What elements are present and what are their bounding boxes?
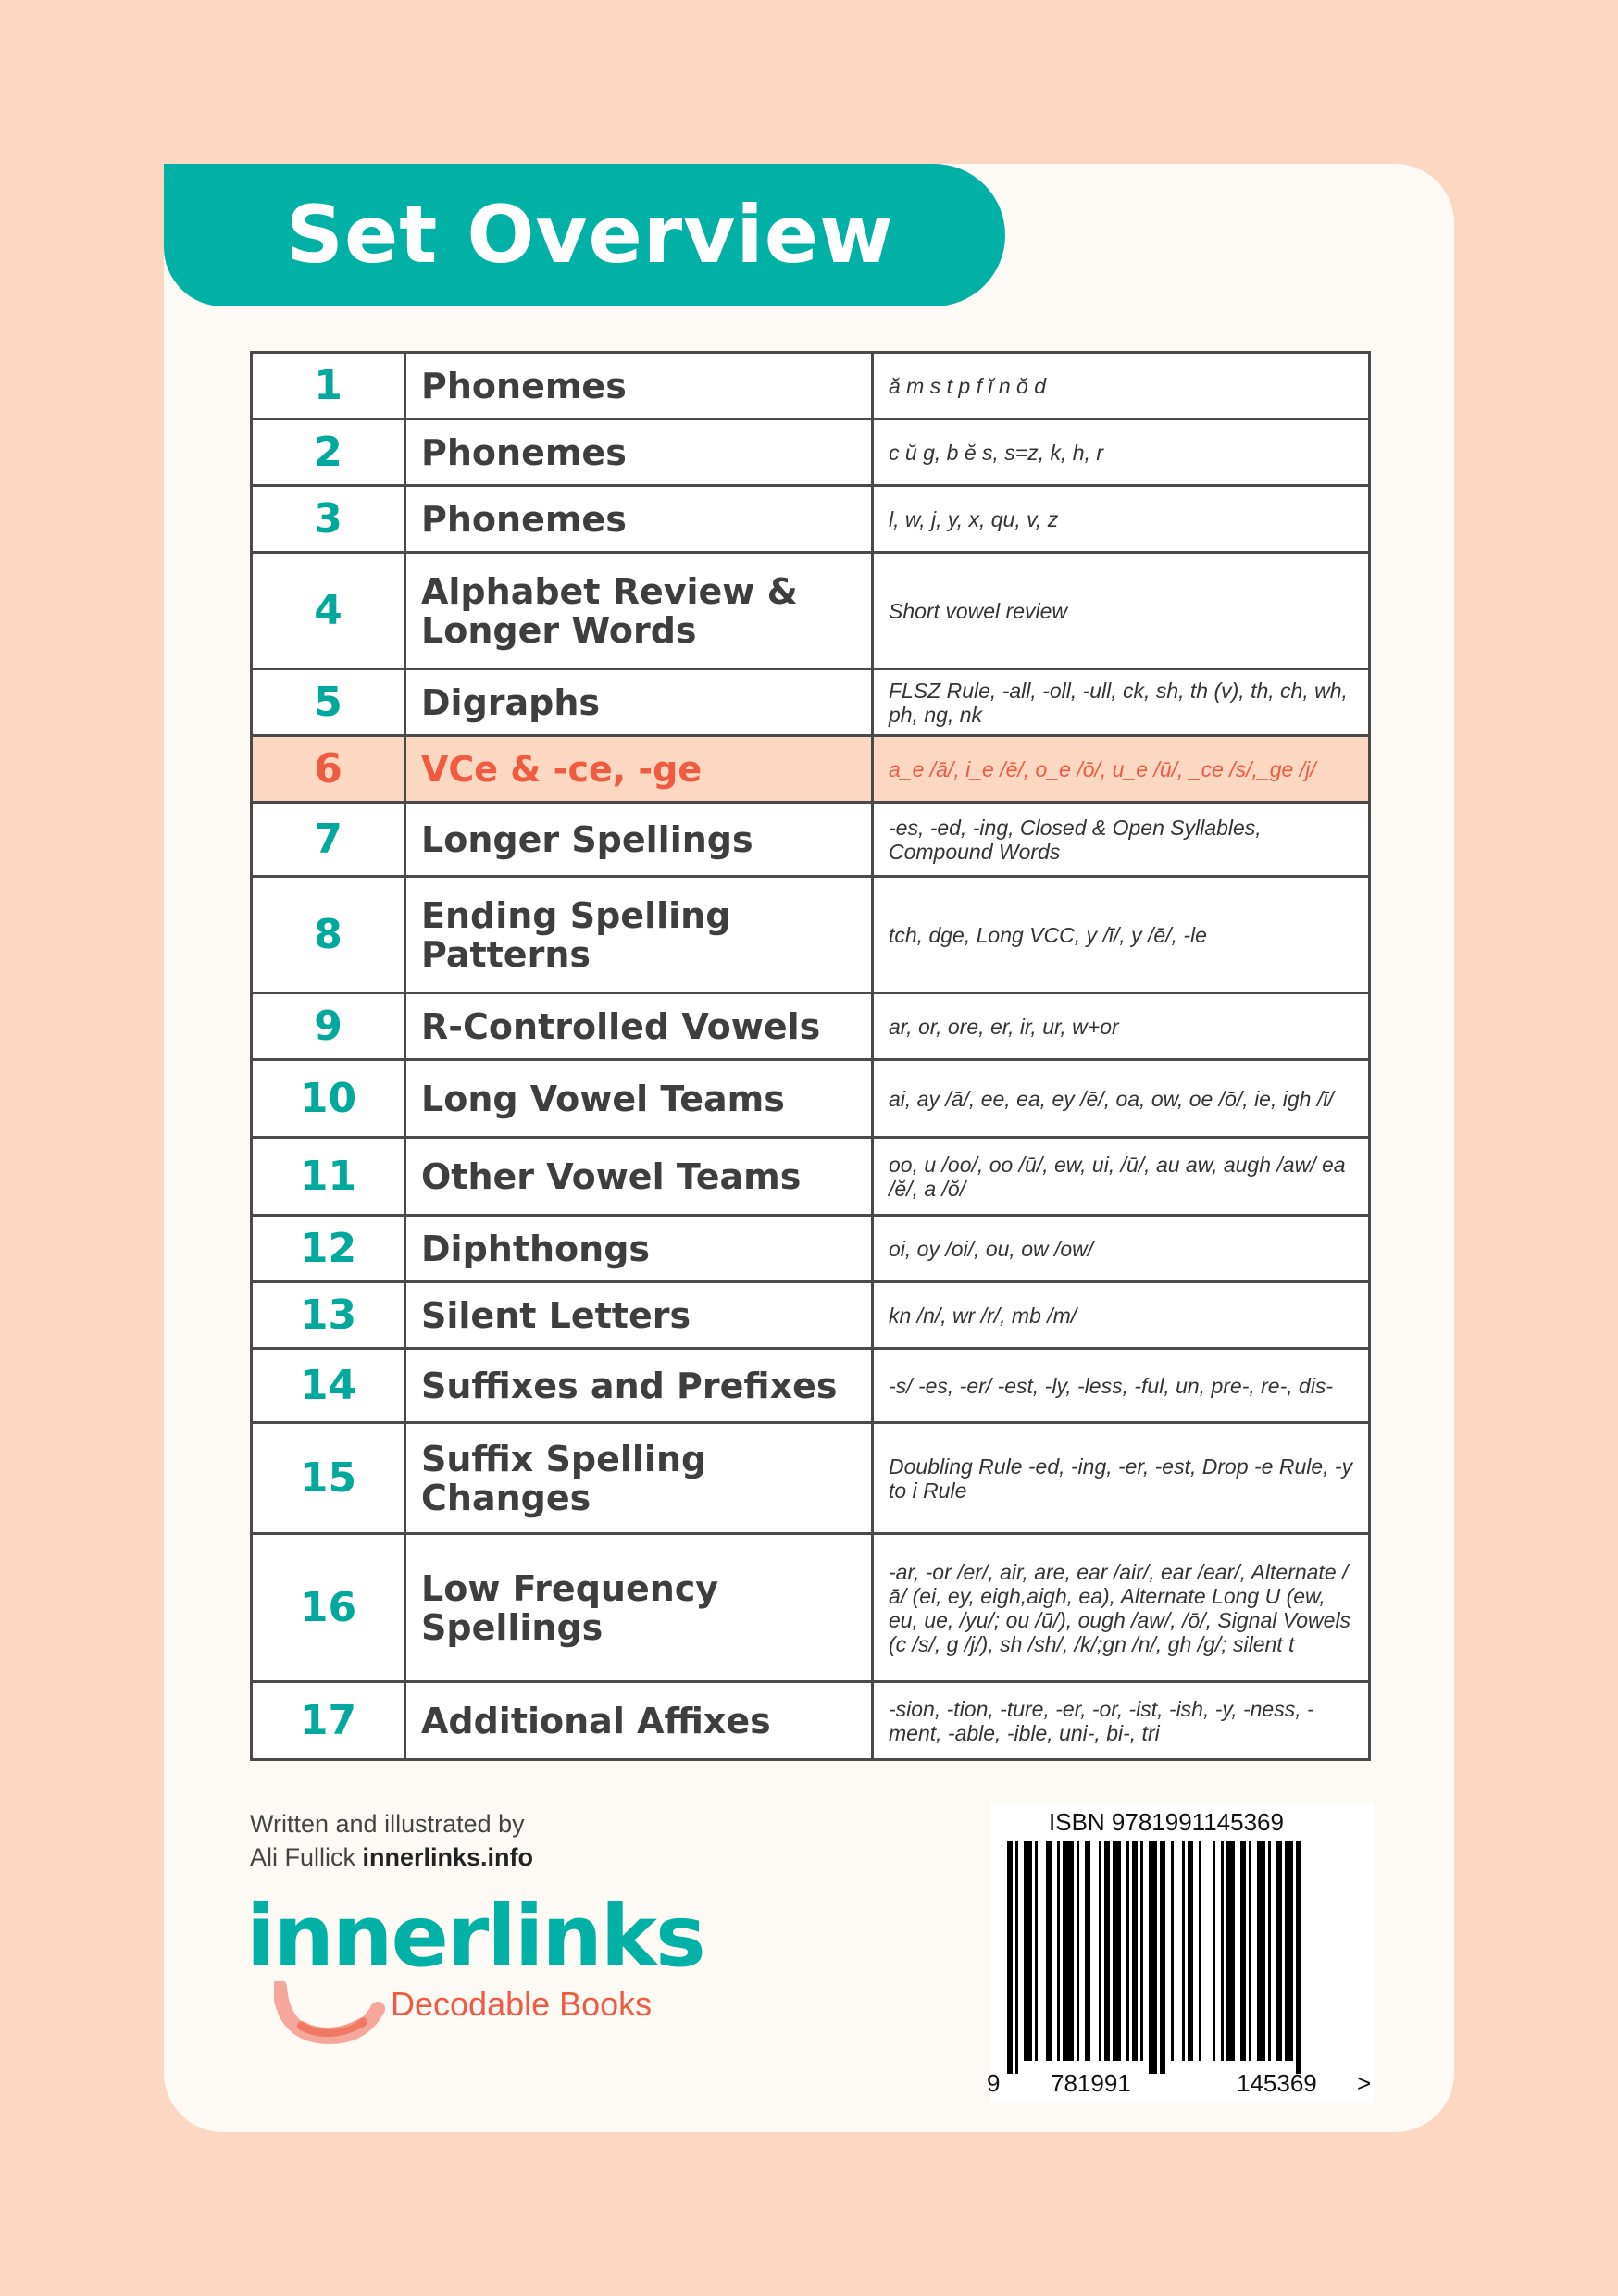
row-spellings: oi, oy /oi/, ou, ow /ow/ [873, 1216, 1370, 1282]
logo-swoosh-icon [274, 1981, 385, 2046]
barcode-bar [1099, 1841, 1101, 2061]
row-number: 2 [252, 419, 405, 486]
barcode-bar [1171, 1841, 1174, 2061]
row-spellings: ar, or, ore, er, ir, ur, w+or [873, 993, 1370, 1060]
set-overview-table [250, 351, 1371, 1761]
barcode-digit-end: > [1357, 2069, 1372, 2097]
barcode-bar [1015, 1841, 1018, 2074]
row-number: 10 [252, 1060, 405, 1138]
table-row [252, 419, 1370, 486]
table-row [252, 1282, 1370, 1349]
innerlinks-logo: innerlinks [246, 1887, 704, 1986]
row-number: 1 [252, 353, 405, 419]
table-row [252, 736, 1370, 803]
row-topic: VCe & -ce, -ge [405, 736, 873, 803]
table-row [252, 1534, 1370, 1682]
table-row [252, 1138, 1370, 1216]
barcode-bar [1285, 1841, 1293, 2061]
row-number: 7 [252, 803, 405, 877]
row-spellings: -ar, -or /er/, air, are, ear /air/, ear /ear/, Alternate /ā/ (ei, ey, eigh,aigh, ea), Alternate Long U (ew, eu, ue, /yu/; ou /ū/), ough /aw/, /ō/, Signal Vowels (c /s/, g /j/), sh /sh/, /k/;gn /n/, gh /g/; silent t [873, 1534, 1370, 1682]
logo-subtitle: Decodable Books [391, 1985, 653, 2023]
table-row [252, 1349, 1370, 1423]
row-number: 4 [252, 553, 405, 669]
row-topic: R-Controlled Vowels [405, 993, 873, 1060]
table-row [252, 993, 1370, 1060]
row-topic: Phonemes [405, 486, 873, 553]
row-topic: Long Vowel Teams [405, 1060, 873, 1138]
barcode-bar [1046, 1841, 1052, 2061]
barcode-bar [1104, 1841, 1110, 2061]
table-row [252, 877, 1370, 993]
barcode-bar [1035, 1841, 1038, 2061]
row-spellings: kn /n/, wr /r/, mb /m/ [873, 1282, 1370, 1349]
barcode-bar [1296, 1841, 1301, 2074]
row-number: 13 [252, 1282, 405, 1349]
credit-text [250, 1807, 533, 1874]
row-spellings: -sion, -tion, -ture, -er, -or, -ist, -ish, -y, -ness, -ment, -able, -ible, uni-, bi-, tri [873, 1682, 1370, 1760]
barcode-bar [1268, 1841, 1271, 2061]
row-spellings: ai, ay /ā/, ee, ea, ey /ē/, oa, ow, oe /ō/, ie, igh /ī/ [873, 1060, 1370, 1138]
row-topic: Other Vowel Teams [405, 1138, 873, 1216]
credit-author-line [250, 1841, 533, 1874]
row-spellings: l, w, j, y, x, qu, v, z [873, 486, 1370, 553]
row-topic: Longer Spellings [405, 803, 873, 877]
credit-line: Written and illustrated by [250, 1810, 525, 1838]
row-topic: Silent Letters [405, 1282, 873, 1349]
barcode-bar [1188, 1841, 1193, 2061]
table-row [252, 553, 1370, 669]
table-row [252, 353, 1370, 419]
barcode-bar [1113, 1841, 1121, 2061]
row-topic: Suffixes and Prefixes [405, 1349, 873, 1423]
row-number: 14 [252, 1349, 405, 1423]
row-topic: Suffix Spelling Changes [405, 1423, 873, 1534]
row-spellings: tch, dge, Long VCC, y /ī/, y /ē/, -le [873, 877, 1370, 993]
row-spellings: oo, u /oo/, oo /ū/, ew, ui, /ū/, au aw, augh /aw/ ea /ĕ/, a /ŏ/ [873, 1138, 1370, 1216]
barcode-bar [1199, 1841, 1201, 2061]
isbn-barcode [990, 1803, 1374, 2103]
row-number: 12 [252, 1216, 405, 1282]
row-spellings: ă m s t p f ĭ n ŏ d [873, 353, 1370, 419]
row-topic: Phonemes [405, 419, 873, 486]
row-number: 16 [252, 1534, 405, 1682]
row-topic: Digraphs [405, 669, 873, 736]
row-topic: Alphabet Review & Longer Words [405, 553, 873, 669]
barcode-bar [1024, 1841, 1032, 2061]
barcode-bar [1132, 1841, 1138, 2061]
row-number: 17 [252, 1682, 405, 1760]
row-spellings: -es, -ed, -ing, Closed & Open Syllables, Compound Words [873, 803, 1370, 877]
row-number: 5 [252, 669, 405, 736]
table-row [252, 1060, 1370, 1138]
author-name: Ali Fullick [250, 1843, 363, 1871]
row-number: 3 [252, 486, 405, 553]
table-row [252, 486, 1370, 553]
barcode-bar [1240, 1841, 1246, 2061]
table-row [252, 1682, 1370, 1760]
barcode-bar [1213, 1841, 1215, 2061]
row-topic: Diphthongs [405, 1216, 873, 1282]
row-spellings: FLSZ Rule, -all, -oll, -ull, ck, sh, th (v), th, ch, wh, ph, ng, nk [873, 669, 1370, 736]
row-topic: Additional Affixes [405, 1682, 873, 1760]
row-spellings: -s/ -es, -er/ -est, -ly, -less, -ful, un, pre-, re-, dis- [873, 1349, 1370, 1423]
barcode-digits-right: 145369 [1237, 2069, 1317, 2097]
barcode-bar [1276, 1841, 1282, 2061]
row-number: 8 [252, 877, 405, 993]
barcode-bar [1063, 1841, 1074, 2061]
row-number: 11 [252, 1138, 405, 1216]
barcode-digits-left: 781991 [1051, 2069, 1131, 2097]
isbn-label: ISBN 9781991145369 [1049, 1808, 1284, 1836]
row-spellings: c ŭ g, b ĕ s, s=z, k, h, r [873, 419, 1370, 486]
barcode-bar [1149, 1841, 1157, 2074]
table-row [252, 669, 1370, 736]
barcode-bar [1249, 1841, 1251, 2061]
barcode-bar [1057, 1841, 1060, 2061]
barcode-bar [1160, 1841, 1165, 2074]
table-row [252, 803, 1370, 877]
barcode-bar [1077, 1841, 1079, 2061]
title-banner [164, 164, 1005, 306]
row-spellings: Doubling Rule -ed, -ing, -er, -est, Drop -e Rule, -y to i Rule [873, 1423, 1370, 1534]
table-row [252, 1423, 1370, 1534]
barcode-bar [1257, 1841, 1265, 2061]
page-title: Set Overview [286, 189, 894, 281]
row-spellings: a_e /ā/, i_e /ē/, o_e /ō/, u_e /ū/, _ce /s/,_ge /j/ [873, 736, 1370, 803]
barcode-bar [1182, 1841, 1185, 2061]
barcode-digit-first: 9 [987, 2069, 1001, 2097]
table-row [252, 1216, 1370, 1282]
row-topic: Phonemes [405, 353, 873, 419]
barcode-bar [1126, 1841, 1129, 2061]
barcode-bar [1226, 1841, 1235, 2061]
row-topic: Ending Spelling Patterns [405, 877, 873, 993]
author-website: innerlinks.info [362, 1843, 534, 1871]
barcode-bars [990, 1803, 1374, 2103]
row-spellings: Short vowel review [873, 553, 1370, 669]
row-number: 9 [252, 993, 405, 1060]
barcode-bar [1140, 1841, 1143, 2061]
row-topic: Low Frequency Spellings [405, 1534, 873, 1682]
barcode-bar [1007, 1841, 1013, 2074]
barcode-bar [1221, 1841, 1224, 2061]
row-number: 15 [252, 1423, 405, 1534]
barcode-bar [1085, 1841, 1090, 2061]
row-number: 6 [252, 736, 405, 803]
